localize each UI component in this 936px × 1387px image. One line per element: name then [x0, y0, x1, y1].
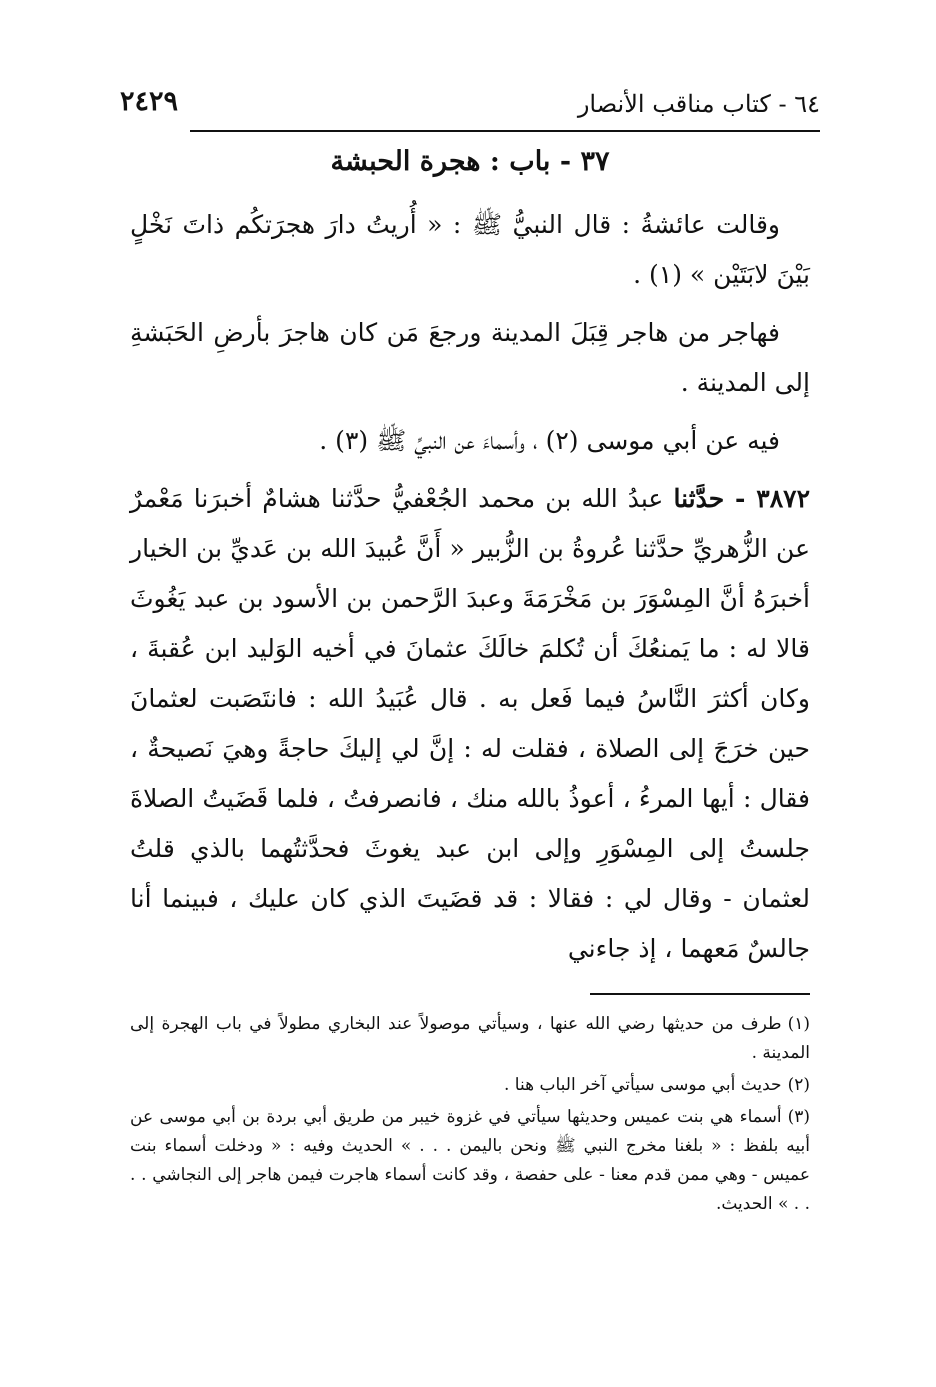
running-title: ٦٤ - كتاب مناقب الأنصار	[577, 90, 820, 118]
page-header	[120, 84, 820, 124]
footnote-1	[130, 1010, 810, 1068]
header-rule	[190, 130, 820, 132]
page-number: ٢٤٢٩	[120, 86, 179, 117]
footnote-number: (٣)	[787, 1107, 810, 1127]
footnote-text: طرف من حديثها رضي الله عنها ، وسيأتي موصولاً عند البخاري مطولاً في باب الهجرة إلى المدينة .	[130, 1014, 810, 1063]
hadith-paragraph	[130, 474, 810, 974]
footnote-2	[130, 1071, 810, 1100]
paragraph-references: فيه عن أبي موسى (٢) ، وأسماءَ عن النبيِّ ﷺ (٣) .	[319, 426, 780, 455]
footnote-text: حديث أبي موسى سيأتي آخر الباب هنا .	[504, 1075, 782, 1095]
main-text	[130, 200, 810, 982]
chapter-title: ٣٧ - باب : هجرة الحبشة	[330, 146, 610, 177]
footnote-rule	[590, 993, 810, 995]
hadith-number: ٣٨٧٢ - حدَّثنا	[673, 484, 811, 513]
footnote-text: أسماء هي بنت عميس وحديثها سيأتي في غزوة خيبر من طريق أبي بردة بن أبي موسى عن أبيه بلفظ : « بلغنا مخرج النبي ﷺ ونحن باليمن . . . » الحديث وفيه : « ودخلت أسماء بنت عميس - وهي ممن قدم معنا - على حفصة ، وقد كانت أسماء هاجرت فيمن هاجر إلى النجاشي . . . . » الحديث.	[130, 1107, 810, 1214]
paragraph-aisha: وقالت عائشةُ : قال النبيُّ ﷺ : « أُريتُ دارَ هجرَتكُم ذاتَ نَخْلٍ بَيْنَ لابَتَيْن » (١) .	[130, 210, 810, 289]
paragraph-hijra: فهاجر من هاجر قِبَلَ المدينة ورجعَ مَن كان هاجرَ بأرضِ الحَبَشةِ إلى المدينة .	[130, 318, 810, 397]
footnote-number: (٢)	[787, 1075, 810, 1095]
footnotes	[130, 1010, 810, 1222]
hadith-text: عبدُ الله بن محمد الجُعْفيُّ حدَّثنا هشامٌ أخبرَنا مَعْمرٌ عن الزُّهريِّ حدَّثنا عُروةُ بن الزُّبير « أَنَّ عُبيدَ الله بن عَديِّ بن الخيار أخبرَهُ أنَّ المِسْوَرَ بن مَخْرَمَةَ وعبدَ الرَّحمن بن الأسود بن عبد يَغُوثَ قالا له : ما يَمنعُكَ أن تُكلمَ خالَكَ عثمانَ في أخيه الوَليد ابن عُقبةَ ، وكان أكثرَ النَّاسُ فيما فَعل به . قال عُبَيدُ الله : فانتَصَبت لعثمانَ حين خرَجَ إلى الصلاة ، فقلت له : إنَّ لي إليكَ حاجةً وهيَ نَصيحةٌ ، فقال : أيها المرءُ ، أعوذُ بالله منك ، فانصرفتُ ، فلما قَضَيتُ الصلاةَ جلستُ إلى المِسْوَرِ وإلى ابن عبد يغوثَ فحدَّثتُهما بالذي قلتُ لعثمان - وقال لي : فقالا : قد قضَيتَ الذي كان عليك ، فبينما أنا جالسٌ مَعهما ، إذ جاءني	[130, 484, 810, 963]
footnote-3	[130, 1103, 810, 1219]
footnote-number: (١)	[787, 1014, 810, 1034]
